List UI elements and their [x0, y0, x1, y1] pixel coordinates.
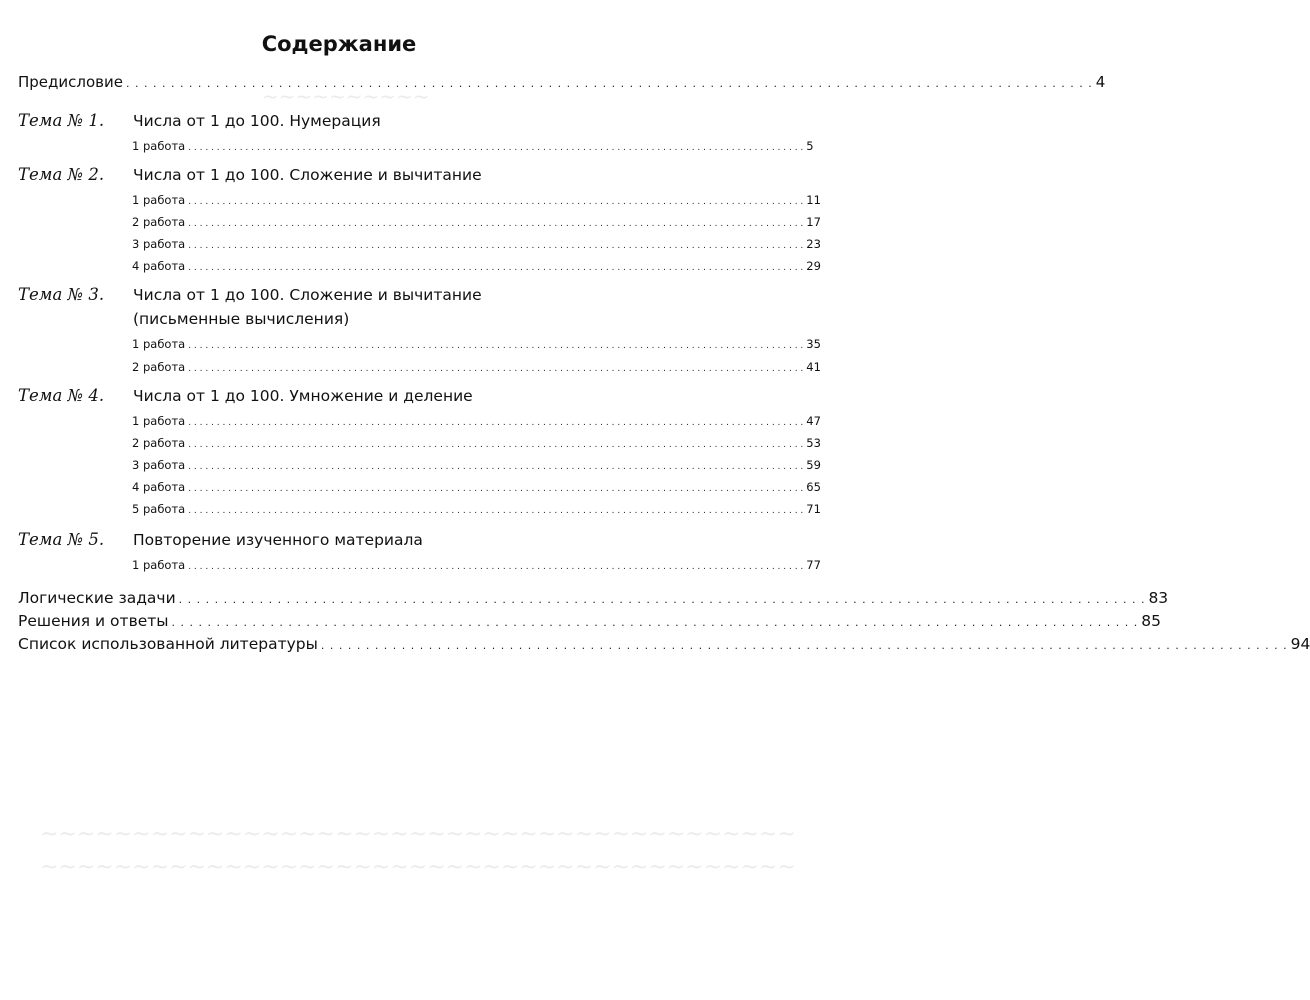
work-page-number: 17: [806, 215, 821, 229]
work-page-number: 71: [806, 502, 821, 516]
topic-title: Повторение изученного материала: [133, 531, 423, 549]
work-page-number: 5: [806, 139, 814, 153]
toc-entry-label: Решения и ответы: [18, 612, 169, 630]
topic-number: Тема № 1.: [18, 111, 105, 130]
toc-entry-work: [132, 237, 821, 251]
topic-number: Тема № 4.: [18, 386, 105, 405]
leader-dots: [188, 219, 803, 229]
toc-entry-work: [132, 558, 821, 572]
toc-entry-bibliography: [18, 635, 1310, 653]
topic-number: Тема № 3.: [18, 285, 105, 304]
topic-number: Тема № 5.: [18, 530, 105, 549]
work-label: 2 работа: [132, 360, 186, 374]
toc-entry-work: [132, 502, 821, 516]
work-page-number: 65: [806, 480, 821, 494]
leader-dots: [188, 263, 803, 273]
toc-entry-work: [132, 337, 821, 351]
toc-page-number: 94: [1290, 635, 1310, 653]
work-label: 3 работа: [132, 458, 186, 472]
toc-page-number: 4: [1095, 73, 1106, 91]
leader-dots: [188, 197, 803, 207]
topic-number: Тема № 2.: [18, 165, 105, 184]
leader-dots: [188, 440, 803, 450]
work-page-number: 77: [806, 558, 821, 572]
work-label: 1 работа: [132, 414, 186, 428]
toc-entry-solutions: [18, 612, 1162, 630]
topic-3-heading: [18, 285, 482, 304]
toc-entry-work: [132, 480, 821, 494]
topic-title: Числа от 1 до 100. Сложение и вычитание: [133, 166, 482, 184]
work-label: 1 работа: [132, 337, 186, 351]
leader-dots: [188, 143, 803, 153]
topic-title: Числа от 1 до 100. Нумерация: [133, 112, 381, 130]
work-page-number: 11: [806, 193, 821, 207]
work-page-number: 47: [806, 414, 821, 428]
leader-dots: [188, 241, 803, 251]
leader-dots: [188, 341, 803, 351]
toc-entry-work: [132, 436, 821, 450]
leader-dots: [188, 562, 803, 572]
work-label: 1 работа: [132, 193, 186, 207]
toc-page-number: 83: [1148, 589, 1169, 607]
topic-5-heading: [18, 530, 423, 549]
toc-entry-work: [132, 259, 821, 273]
topic-4-heading: [18, 386, 473, 405]
leader-dots: [179, 593, 1146, 606]
toc-entry-label: Список использованной литературы: [18, 635, 318, 653]
bleed-through-background: ~~~~~~~~~~ ~~~~~~~~~~~~~~~~~~~~~~~~~~~~~~~~~~~~~~~~~ ~~~~~~~~~~~~~~~~~~~~~~~~~~~~~~~~~~~~~~~~~: [40, 84, 796, 880]
toc-entry-work: [132, 215, 821, 229]
toc-entry-label: Предисловие: [18, 73, 123, 91]
topic-1-heading: [18, 111, 381, 130]
toc-entry-label: Логические задачи: [18, 589, 176, 607]
leader-dots: [188, 418, 803, 428]
work-page-number: 59: [806, 458, 821, 472]
leader-dots: [172, 616, 1139, 629]
work-label: 3 работа: [132, 237, 186, 251]
page-title: Содержание: [261, 32, 417, 56]
topic-title: Числа от 1 до 100. Сложение и вычитание: [133, 286, 482, 304]
toc-page-number: 85: [1141, 612, 1162, 630]
leader-dots: [321, 639, 1288, 652]
work-label: 1 работа: [132, 139, 186, 153]
toc-entry-preface: [18, 73, 1106, 91]
work-page-number: 35: [806, 337, 821, 351]
leader-dots: [188, 484, 803, 494]
work-page-number: 23: [806, 237, 821, 251]
leader-dots: [188, 364, 803, 374]
toc-entry-work: [132, 360, 821, 374]
leader-dots: [188, 506, 803, 516]
work-label: 2 работа: [132, 436, 186, 450]
toc-entry-work: [132, 458, 821, 472]
toc-entry-work: [132, 193, 821, 207]
work-label: 2 работа: [132, 215, 186, 229]
toc-entry-work: [132, 414, 821, 428]
topic-title: Числа от 1 до 100. Умножение и деление: [133, 387, 473, 405]
topic-title-continuation: (письменные вычисления): [133, 310, 350, 328]
work-page-number: 53: [806, 436, 821, 450]
work-page-number: 41: [806, 360, 821, 374]
work-label: 4 работа: [132, 259, 186, 273]
leader-dots: [188, 462, 803, 472]
toc-entry-logic-tasks: [18, 589, 1169, 607]
work-page-number: 29: [806, 259, 821, 273]
work-label: 1 работа: [132, 558, 186, 572]
topic-2-heading: [18, 165, 482, 184]
work-label: 4 работа: [132, 480, 186, 494]
leader-dots: [126, 77, 1093, 90]
toc-entry-work: [132, 139, 814, 153]
work-label: 5 работа: [132, 502, 186, 516]
